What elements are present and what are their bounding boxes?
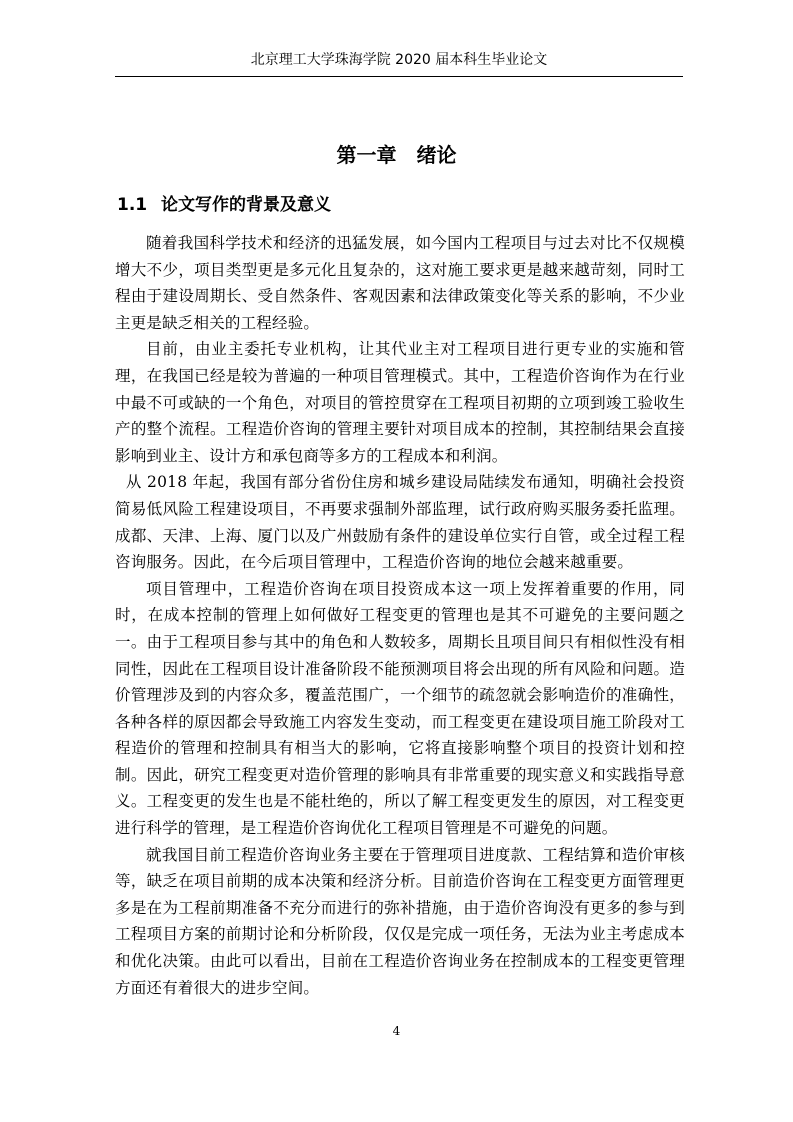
paragraph-4: 项目管理中，工程造价咨询在项目投资成本这一项上发挥着重要的作用，同时，在成本控制的管理上如何做好工程变更的管理也是其不可避免的主要问题之一。由于工程项目参与其中的角色和人数较多，周期长且项目间只有相似性没有相同性，因此在工程项目设计准备阶段不能预测项目将会出现的所有风险和问题。造价管理涉及到的内容众多，覆盖范围广，一个细节的疏忽就会影响造价的准确性，各种各样的原因都会导致施工内容发生变动，而工程变更在建设项目施工阶段对工程造价的管理和控制具有相当大的影响，它将直接影响整个项目的投资计划和控制。因此，研究工程变更对造价管理的影响具有非常重要的现实意义和实践指导意义。工程变更的发生也是不能杜绝的，所以了解工程变更发生的原因，对工程变更进行科学的管理，是工程造价咨询优化工程项目管理是不可避免的问题。 [115, 579, 685, 838]
page-number: 4 [392, 1024, 401, 1038]
body-text [115, 230, 685, 1001]
paragraph-5: 就我国目前工程造价咨询业务主要在于管理项目进度款、工程结算和造价审核等，缺乏在项目前期的成本决策和经济分析。目前造价咨询在工程变更方面管理更多是在为工程前期准备不充分而进行的弥补措施，由于造价咨询没有更多的参与到工程项目方案的前期讨论和分析阶段，仅仅是完成一项任务，无法为业主考虑成本和优化决策。由此可以看出，目前在工程造价咨询业务在控制成本的工程变更管理方面还有着很大的进步空间。 [115, 845, 685, 997]
paragraph-1: 随着我国科学技术和经济的迅猛发展，如今国内工程项目与过去对比不仅规模增大不少，项目类型更是多元化且复杂的，这对施工要求更是越来越苛刻，同时工程由于建设周期长、受自然条件、客观因素和法律政策变化等关系的影响，不少业主更是缺乏相关的工程经验。 [115, 234, 685, 332]
section-title: 论文写作的背景及意义 [161, 195, 331, 215]
running-header: 北京理工大学珠海学院 2020 届本科生毕业论文 [115, 48, 683, 77]
chapter-title: 第一章 绪论 [336, 143, 457, 167]
paragraph-2: 目前，由业主委托专业机构，让其代业主对工程项目进行更专业的实施和管理，在我国已经是较为普遍的一种项目管理模式。其中，工程造价咨询作为在行业中最不可或缺的一个角色，对项目的管控贯穿在工程项目初期的立项到竣工验收生产的整个流程。工程造价咨询的管理主要针对项目成本的控制，其控制结果会直接影响到业主、设计方和承包商等多方的工程成本和利润。 [115, 340, 685, 465]
section-heading [117, 192, 331, 218]
section-number: 1.1 [117, 195, 148, 215]
paragraph-3: 从 2018 年起，我国有部分省份住房和城乡建设局陆续发布通知，明确社会投资简易低风险工程建设项目，不再要求强制外部监理，试行政府购买服务委托监理。成都、天津、上海、厦门以及广州鼓励有条件的建设单位实行自管，或全过程工程咨询服务。因此，在今后项目管理中，工程造价咨询的地位会越来越重要。 [115, 473, 685, 572]
